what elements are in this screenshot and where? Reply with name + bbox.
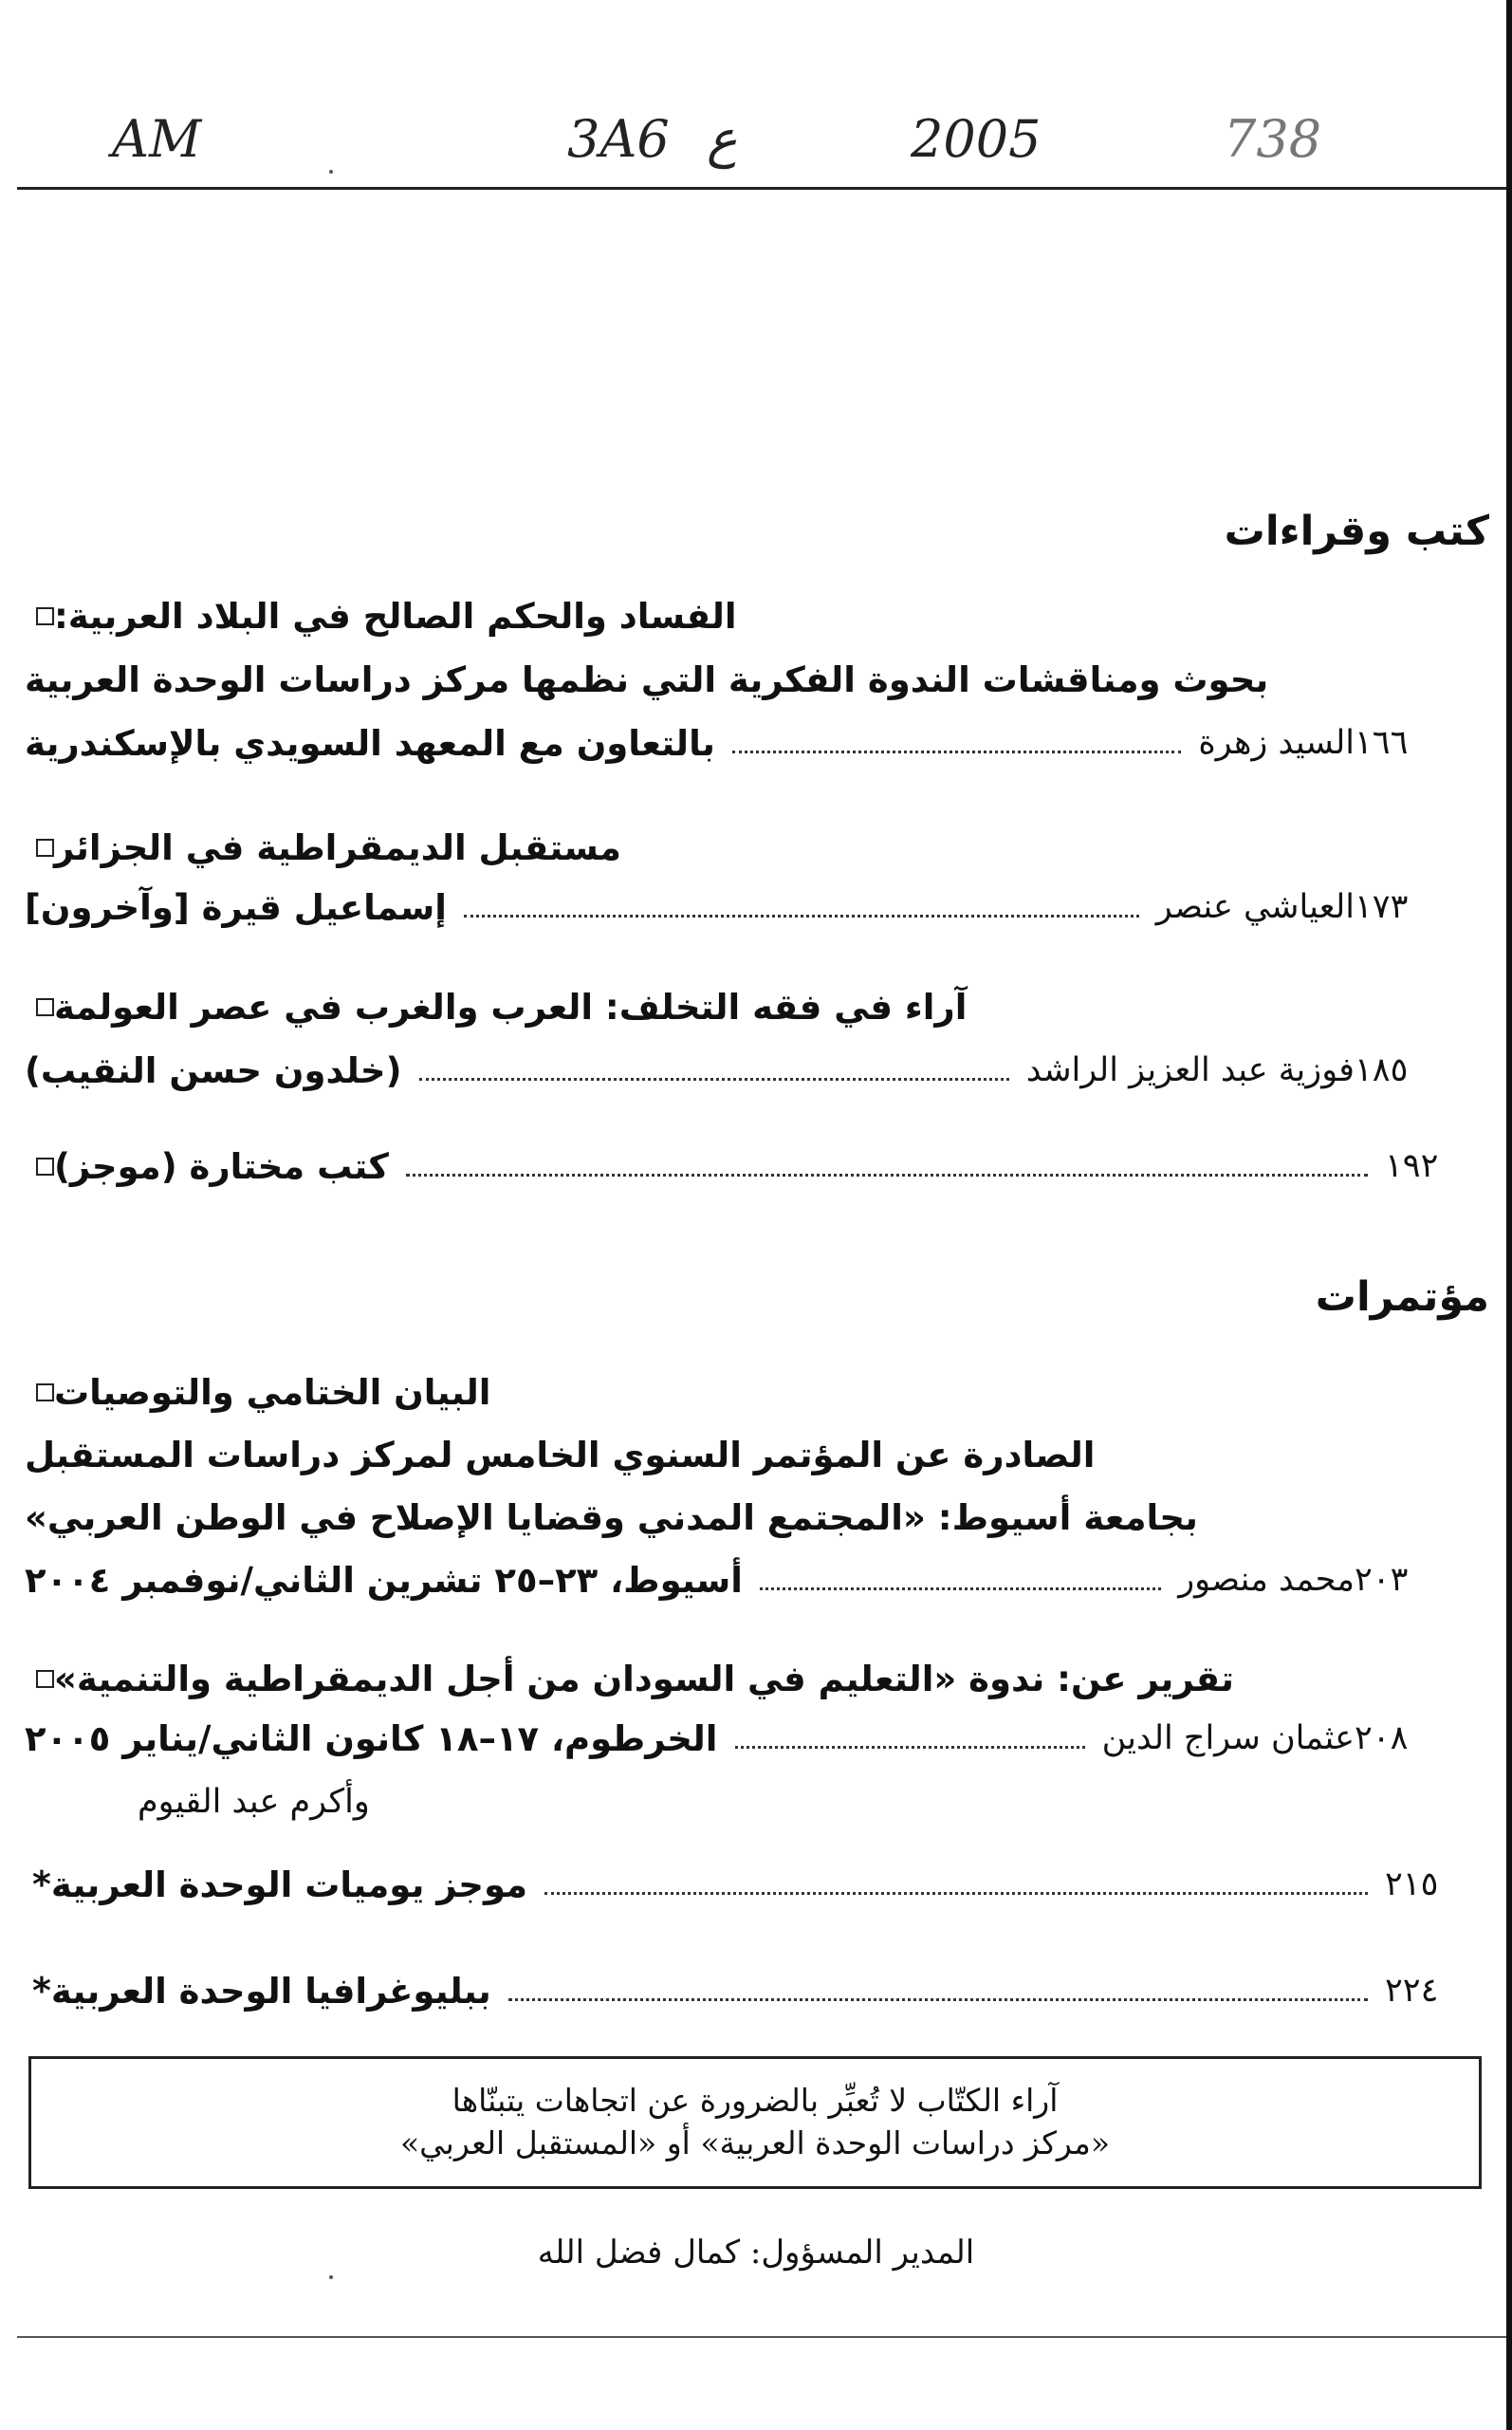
toc-entry-line [25, 1855, 1485, 1914]
entry-author: عثمان سراج الدين [1101, 1718, 1355, 1757]
entry-title: موجز يوميات الوحدة العربية [50, 1864, 528, 1905]
dot-leader [760, 1587, 1161, 1590]
asterisk-icon: * [32, 1864, 51, 1905]
entry-author: السيد زهرة [1198, 723, 1355, 762]
entry-title: البيان الختامي والتوصيات [54, 1371, 491, 1413]
toc-entry-line [25, 1649, 1485, 1708]
page-number[interactable]: ٢٢٤ [1385, 1971, 1439, 2010]
page-number[interactable]: ٢٠٣ [1355, 1560, 1409, 1599]
scan-speck [329, 170, 333, 174]
entry-author: محمد منصور [1178, 1560, 1355, 1599]
entry-title: كتب مختارة (موجز) [54, 1145, 389, 1187]
handwritten-mark-2: 3A6 [567, 109, 670, 169]
toc-entry-line [25, 818, 1485, 877]
editor-in-charge: المدير المسؤول: كمال فضل الله [537, 2234, 975, 2272]
page-number[interactable]: ١٧٣ [1355, 887, 1409, 926]
entry-second-author: وأكرم عبد القيوم [138, 1783, 370, 1821]
entry-author: العياشي عنصر [1155, 887, 1355, 926]
dot-leader [464, 915, 1139, 918]
toc-entry-line [25, 1041, 1455, 1100]
checkbox-bullet-icon [36, 839, 54, 857]
footer-divider [17, 2336, 1512, 2338]
entry-subtitle: الخرطوم، ١٧–١٨ كانون الثاني/يناير ٢٠٠٥ [25, 1717, 718, 1759]
asterisk-icon: * [32, 1970, 51, 2012]
entry-title: ببليوغرافيا الوحدة العربية [50, 1970, 491, 2012]
entry-title: مستقبل الديمقراطية في الجزائر [54, 826, 621, 868]
entry-subtitle: إسماعيل قيرة [وآخرون] [25, 886, 447, 928]
entry-subtitle: بجامعة أسيوط: «المجتمع المدني وقضايا الإصلاح في الوطن العربي» [25, 1496, 1198, 1538]
disclaimer-line: آراء الكتّاب لا تُعبِّر بالضرورة عن اتجاهات يتبنّاها [452, 2082, 1059, 2120]
section-title-conferences: مؤتمرات [1315, 1273, 1489, 1321]
disclaimer-box [28, 2056, 1482, 2189]
toc-entry-line [25, 1425, 1455, 1484]
page-number[interactable]: ١٩٢ [1385, 1146, 1439, 1185]
toc-entry-line [25, 977, 1485, 1036]
page-number[interactable]: ١٨٥ [1355, 1050, 1409, 1089]
handwritten-mark-5: 738 [1224, 109, 1322, 169]
toc-entry-line [25, 878, 1455, 937]
toc-entry-line [25, 1137, 1485, 1196]
dot-leader [508, 1998, 1368, 2001]
entry-title: آراء في فقه التخلف: العرب والغرب في عصر العولمة [54, 986, 968, 1028]
checkbox-bullet-icon [36, 1158, 54, 1176]
entry-subtitle: (خلدون حسن النقيب) [25, 1049, 402, 1091]
handwritten-mark-4: 2005 [911, 109, 1042, 169]
dot-leader [735, 1746, 1085, 1749]
header-divider [17, 187, 1512, 190]
checkbox-bullet-icon [36, 1383, 54, 1401]
page-number[interactable]: ٢١٥ [1385, 1864, 1439, 1903]
dot-leader [544, 1892, 1368, 1895]
page-number[interactable]: ١٦٦ [1355, 723, 1409, 762]
entry-subtitle: بحوث ومناقشات الندوة الفكرية التي نظمها مركز دراسات الوحدة العربية [25, 659, 1269, 700]
dot-leader [406, 1174, 1368, 1177]
section-title-books: كتب وقراءات [1224, 508, 1489, 555]
toc-entry-line [25, 1363, 1485, 1421]
entry-title: الفساد والحكم الصالح في البلاد العربية: [54, 595, 737, 637]
toc-entry-line [25, 650, 1455, 709]
dot-leader [419, 1078, 1009, 1081]
entry-author: فوزية عبد العزيز الراشد [1025, 1050, 1355, 1089]
toc-entry-line [25, 1709, 1455, 1768]
toc-entry-line [25, 1550, 1455, 1609]
entry-subtitle: الصادرة عن المؤتمر السنوي الخامس لمركز دراسات المستقبل [25, 1434, 1096, 1475]
page-edge [1506, 0, 1512, 2430]
checkbox-bullet-icon [36, 998, 54, 1016]
checkbox-bullet-icon [36, 1670, 54, 1688]
toc-entry-line [25, 586, 1485, 645]
handwritten-mark-3: ع [707, 109, 738, 169]
dot-leader [732, 751, 1181, 753]
handwritten-mark-1: AM [112, 109, 202, 169]
entry-subtitle: بالتعاون مع المعهد السويدي بالإسكندرية [25, 722, 715, 764]
scan-speck [329, 2275, 333, 2279]
toc-entry-line [25, 1961, 1485, 2020]
disclaimer-line: «مركز دراسات الوحدة العربية» أو «المستقبل العربي» [399, 2124, 1111, 2161]
checkbox-bullet-icon [36, 607, 54, 625]
entry-subtitle: أسيوط، ٢٣–٢٥ تشرين الثاني/نوفمبر ٢٠٠٤ [25, 1559, 743, 1601]
toc-entry-line [25, 1488, 1455, 1547]
toc-entry-line [25, 714, 1455, 772]
entry-title: تقرير عن: ندوة «التعليم في السودان من أجل الديمقراطية والتنمية» [54, 1658, 1234, 1699]
page-number[interactable]: ٢٠٨ [1355, 1718, 1409, 1757]
